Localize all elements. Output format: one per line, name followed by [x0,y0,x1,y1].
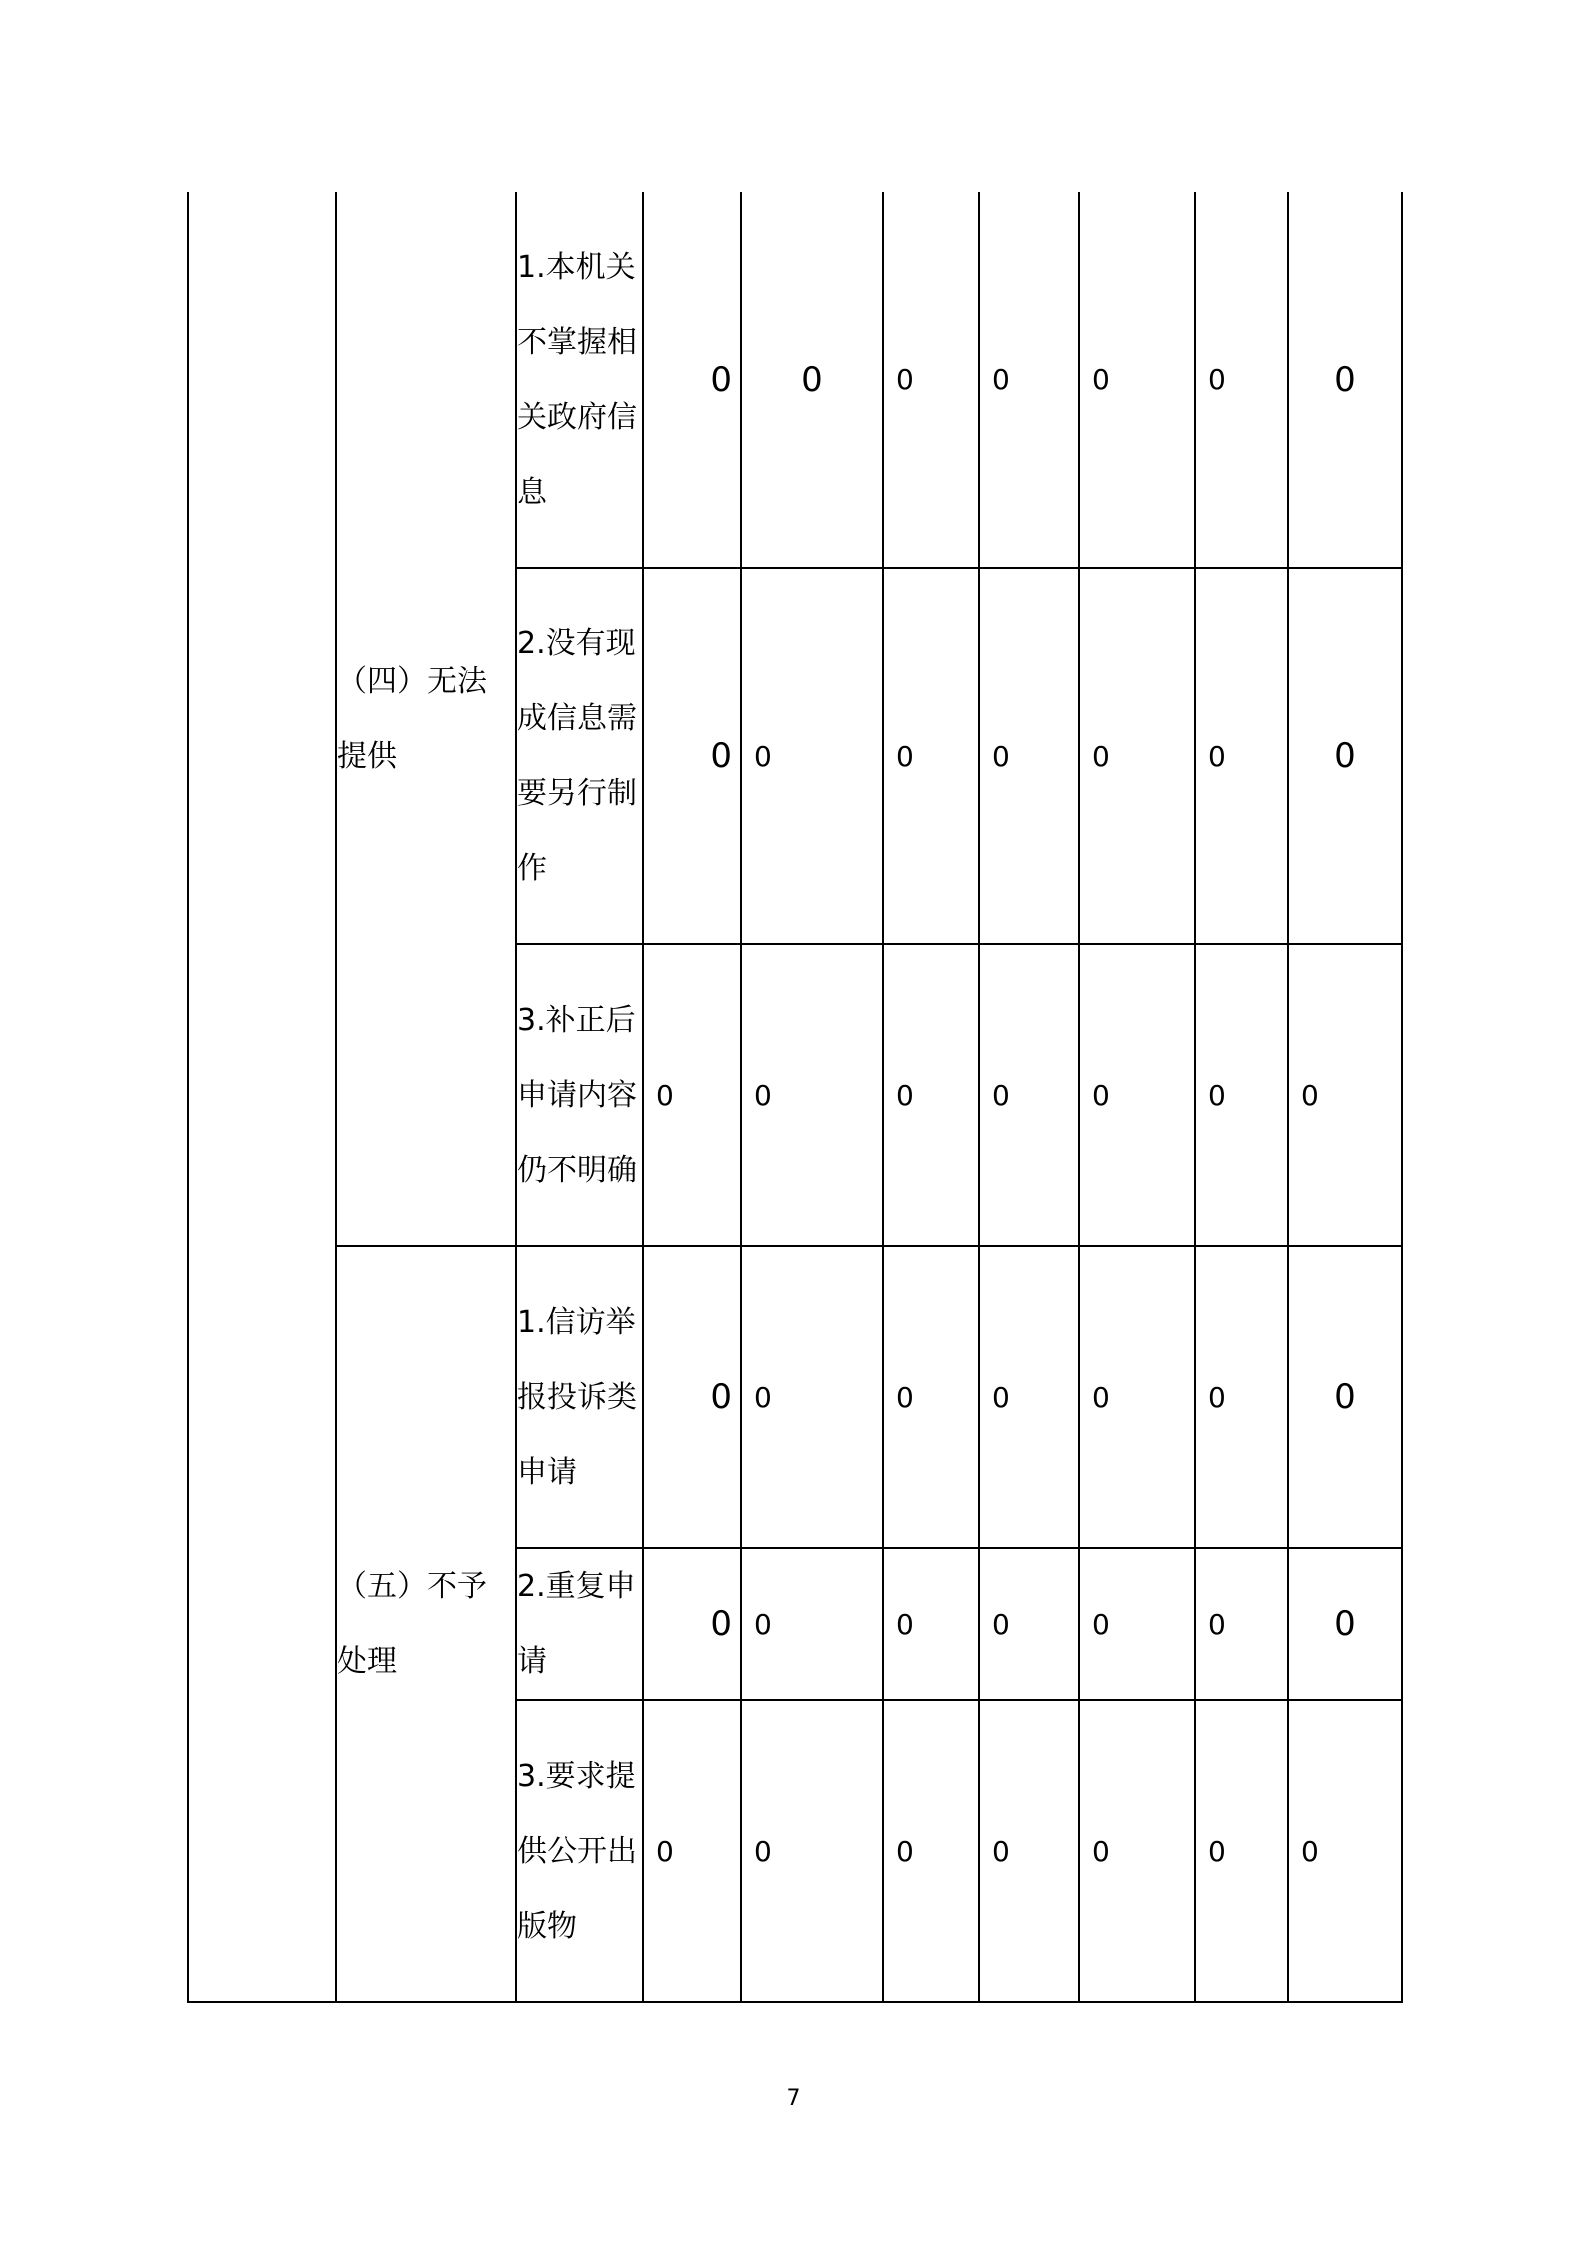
statistics-table [187,192,1403,2003]
value-cell: 0 [1195,1246,1288,1548]
value-cell: 0 [883,944,979,1246]
value-cell: 0 [1079,944,1195,1246]
value-cell: 0 [883,1548,979,1700]
value-cell: 0 [979,568,1079,944]
item-label: 1.本机关不掌握相关政府信息 [516,192,643,568]
value-cell: 0 [979,1700,1079,2002]
value-cell: 0 [1288,1700,1402,2002]
value-cell: 0 [741,1700,883,2002]
value-cell: 0 [1288,1246,1402,1548]
value-cell: 0 [643,1246,741,1548]
value-cell: 0 [1079,1246,1195,1548]
value-cell: 0 [979,1548,1079,1700]
value-cell: 0 [1288,1548,1402,1700]
value-cell: 0 [1195,568,1288,944]
value-cell: 0 [1195,192,1288,568]
value-cell: 0 [1079,568,1195,944]
value-cell: 0 [883,192,979,568]
value-cell: 0 [883,568,979,944]
item-label: 3.补正后申请内容仍不明确 [516,944,643,1246]
value-cell: 0 [741,568,883,944]
table-row [188,1246,1402,1548]
value-cell: 0 [1195,944,1288,1246]
value-cell: 0 [1288,944,1402,1246]
value-cell: 0 [741,944,883,1246]
value-cell: 0 [643,568,741,944]
value-cell: 0 [643,192,741,568]
value-cell: 0 [1288,568,1402,944]
group-label: （四）无法提供 [336,192,516,1246]
item-label: 2.没有现成信息需要另行制作 [516,568,643,944]
value-cell: 0 [643,944,741,1246]
item-label: 1.信访举报投诉类申请 [516,1246,643,1548]
value-cell: 0 [741,192,883,568]
value-cell: 0 [643,1548,741,1700]
value-cell: 0 [1079,1700,1195,2002]
value-cell: 0 [1195,1548,1288,1700]
table-row [188,192,1402,568]
group-label: （五）不予处理 [336,1246,516,2002]
value-cell: 0 [741,1548,883,1700]
value-cell: 0 [979,944,1079,1246]
value-cell: 0 [1288,192,1402,568]
page-number: 7 [786,2086,801,2111]
value-cell: 0 [1079,192,1195,568]
value-cell: 0 [741,1246,883,1548]
value-cell: 0 [1079,1548,1195,1700]
item-label: 2.重复申请 [516,1548,643,1700]
item-label: 3.要求提供公开出版物 [516,1700,643,2002]
value-cell: 0 [979,1246,1079,1548]
value-cell: 0 [883,1700,979,2002]
value-cell: 0 [643,1700,741,2002]
value-cell: 0 [979,192,1079,568]
value-cell: 0 [883,1246,979,1548]
category-cell [188,192,336,2002]
value-cell: 0 [1195,1700,1288,2002]
